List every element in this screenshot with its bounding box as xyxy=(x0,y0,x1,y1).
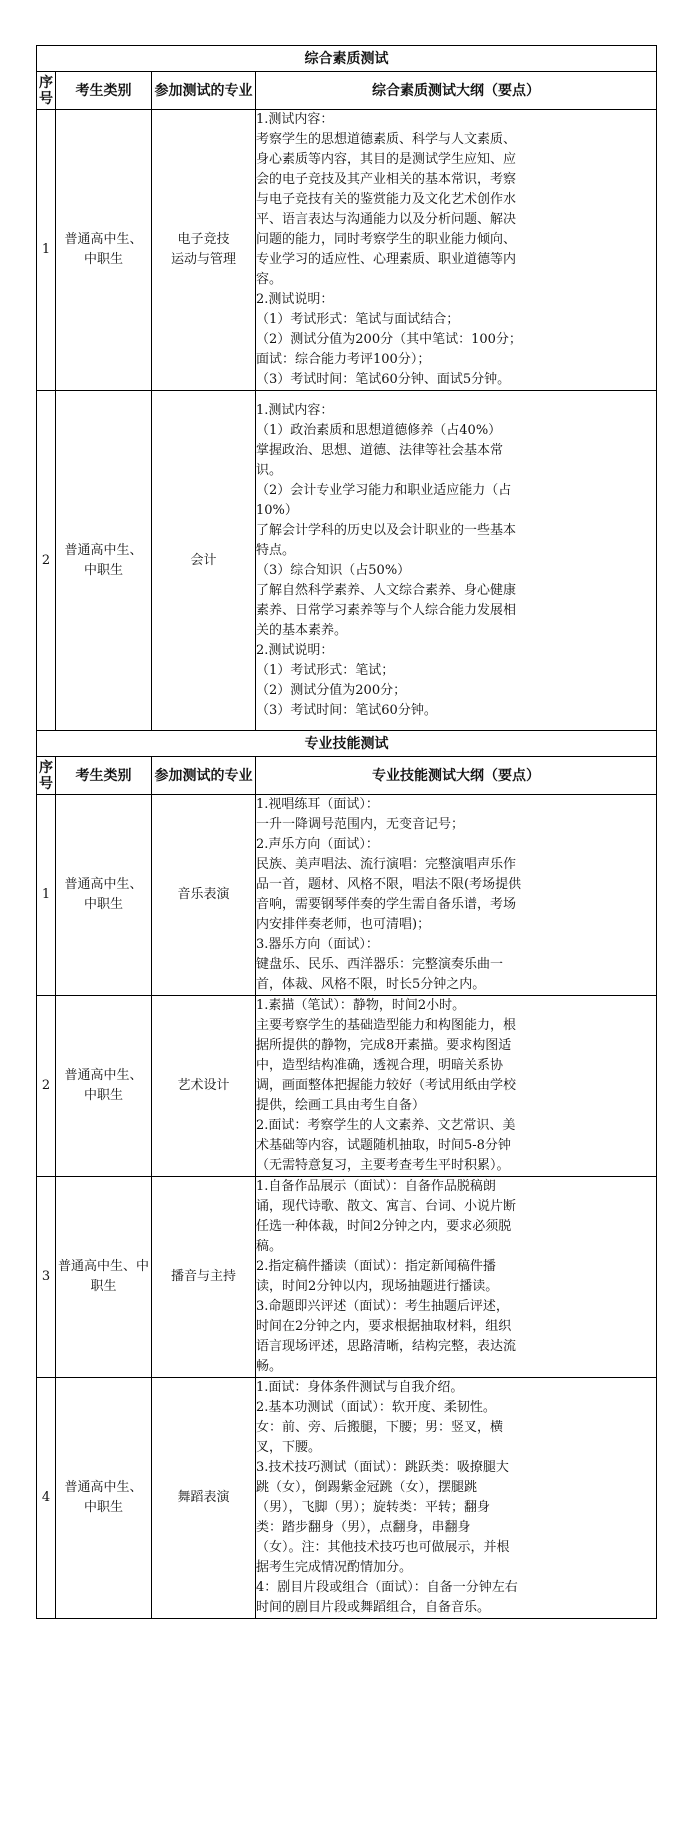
header-serial-char: 序 xyxy=(39,759,53,776)
outline-line: 1.面试：身体条件测试与自我介绍。 xyxy=(256,1380,464,1395)
outline-line: 2.基本功测试（面试）：软开度、柔韧性。 xyxy=(256,1400,496,1415)
outline-line: 面试：综合能力考评100分）； xyxy=(256,352,431,367)
outline-line: （3）综合知识（占50%） xyxy=(256,562,411,578)
outline-line: 身心素质等内容，其目的是测试学生应知、应 xyxy=(256,152,517,167)
outline-line: 时间在2分钟之内，要求根据抽取材料，组织 xyxy=(256,1319,512,1334)
table-row xyxy=(37,1177,657,1378)
row-test-outline xyxy=(256,1378,657,1619)
category-line: 普通高中生、 xyxy=(64,1068,143,1083)
row-test-major xyxy=(152,1177,256,1378)
outline-line: 稿。 xyxy=(256,1239,283,1254)
outline-line: 与电子竞技有关的鉴赏能力及文化艺术创作水 xyxy=(256,192,517,207)
outline-line: 容。 xyxy=(256,272,283,287)
outline-line: 内安排伴奏老师，也可清唱)； xyxy=(256,917,431,932)
category-line: 中职生 xyxy=(83,897,123,912)
outline-line: 1.视唱练耳（面试）： xyxy=(256,797,379,812)
outline-line: 诵，现代诗歌、散文、寓言、台词、小说片断 xyxy=(256,1199,517,1214)
outline-line: 跳（女），倒踢紫金冠跳（女），摆腿跳 xyxy=(256,1480,478,1495)
table-header-row xyxy=(37,757,657,795)
row-test-outline xyxy=(256,1177,657,1378)
outline-line: 4：剧目片段或组合（面试）：自备一分钟左右 xyxy=(256,1580,518,1595)
header-serial-char: 号 xyxy=(39,775,53,792)
category-line: 普通高中生、 xyxy=(64,232,143,247)
table-row xyxy=(37,110,657,391)
outline-line: （1）考试形式：笔试； xyxy=(256,662,395,678)
row-candidate-category xyxy=(56,795,152,996)
outline-line: 据所提供的静物，完成8开素描。要求构图适 xyxy=(256,1038,512,1053)
row-serial-number: 4 xyxy=(37,1378,56,1619)
outline-line: 2.面试：考察学生的人文素养、文艺常识、美 xyxy=(256,1118,516,1133)
outline-line: 1.测试内容： xyxy=(256,402,334,418)
row-test-outline xyxy=(256,110,657,391)
outline-line: 特点。 xyxy=(256,542,296,558)
row-candidate-category xyxy=(56,391,152,731)
row-serial-number: 2 xyxy=(37,391,56,731)
row-serial-number: 2 xyxy=(37,996,56,1177)
table-body xyxy=(37,46,657,1619)
outline-line: 首，体裁、风格不限，时长5分钟之内。 xyxy=(256,977,486,992)
outline-line: 10%） xyxy=(256,502,298,518)
outline-line: （1）考试形式：笔试与面试结合； xyxy=(256,312,460,327)
category-line: 普通高中生、中职生 xyxy=(57,1259,149,1294)
outline-line: 了解会计学科的历史以及会计职业的一些基本 xyxy=(256,522,517,538)
row-candidate-category xyxy=(56,1378,152,1619)
category-line: 中职生 xyxy=(83,252,123,267)
outline-line: （男），飞脚（男）；旋转类：平转；翻身 xyxy=(256,1500,491,1515)
section-title: 专业技能测试 xyxy=(37,731,657,757)
outline-line: 品一首，题材、风格不限，唱法不限(考场提供 xyxy=(256,877,522,892)
outline-line: 一升一降调号范围内，无变音记号； xyxy=(256,817,465,832)
category-line: 普通高中生、 xyxy=(64,1480,143,1495)
outline-line: （无需特意复习，主要考查考生平时积累）。 xyxy=(256,1158,510,1173)
outline-line: 术基础等内容，试题随机抽取，时间5-8分钟 xyxy=(256,1138,511,1153)
header-test-outline: 综合素质测试大纲（要点） xyxy=(256,72,657,110)
outline-line: 语言现场评述，思路清晰，结构完整，表达流 xyxy=(256,1339,517,1354)
outline-line: 2.声乐方向（面试）： xyxy=(256,837,379,852)
outline-line: 了解自然科学素养、人文综合素养、身心健康 xyxy=(256,582,517,598)
outline-line: 任选一种体裁，时间2分钟之内，要求必须脱 xyxy=(256,1219,512,1234)
major-line: 舞蹈表演 xyxy=(177,1490,230,1505)
table-header-row xyxy=(37,72,657,110)
outline-line: 中，造型结构准确，透视合理，明暗关系协 xyxy=(256,1058,504,1073)
header-serial-number xyxy=(37,72,56,110)
row-test-outline xyxy=(256,996,657,1177)
outline-line: 1.素描（笔试）：静物，时间2小时。 xyxy=(256,998,466,1013)
major-line: 音乐表演 xyxy=(177,887,230,902)
outline-line: 平、语言表达与沟通能力以及分析问题、解决 xyxy=(256,212,517,227)
outline-line: 素养、日常学习素养等与个人综合能力发展相 xyxy=(256,602,517,618)
outline-line: 提供，绘画工具由考生自备） xyxy=(256,1098,426,1113)
table-row xyxy=(37,996,657,1177)
outline-line: 3.技术技巧测试（面试）：跳跃类：吸撩腿大 xyxy=(256,1460,509,1475)
row-serial-number: 1 xyxy=(37,795,56,996)
outline-line: （女）。注：其他技术技巧也可做展示，并根 xyxy=(256,1540,510,1555)
outline-line: （2）测试分值为200分； xyxy=(256,682,407,698)
outline-line: （3）考试时间：笔试60分钟。 xyxy=(256,702,437,718)
outline-line: 关的基本素养。 xyxy=(256,622,348,638)
outline-line: 2.测试说明： xyxy=(256,642,334,658)
row-test-major xyxy=(152,110,256,391)
section-title: 综合素质测试 xyxy=(37,46,657,72)
header-test-outline: 专业技能测试大纲（要点） xyxy=(256,757,657,795)
outline-line: 1.测试内容： xyxy=(256,112,334,127)
major-line: 电子竞技 xyxy=(177,232,230,247)
category-line: 中职生 xyxy=(83,1088,123,1103)
outline-line: （3）考试时间：笔试60分钟、面试5分钟。 xyxy=(256,372,511,387)
header-serial-number xyxy=(37,757,56,795)
category-line: 中职生 xyxy=(83,562,123,578)
outline-line: 2.指定稿件播读（面试）：指定新闻稿件播 xyxy=(256,1259,496,1274)
major-line: 播音与主持 xyxy=(170,1269,236,1284)
outline-line: 读，时间2分钟以内，现场抽题进行播读。 xyxy=(256,1279,499,1294)
major-line: 运动与管理 xyxy=(170,252,236,267)
row-candidate-category xyxy=(56,996,152,1177)
outline-line: 识。 xyxy=(256,462,283,478)
major-line: 艺术设计 xyxy=(177,1078,230,1093)
outline-line: 女：前、旁、后搬腿，下腰；男：竖叉，横 xyxy=(256,1420,504,1435)
category-line: 普通高中生、 xyxy=(64,877,143,892)
outline-line: 叉，下腰。 xyxy=(256,1440,322,1455)
header-serial-char: 序 xyxy=(39,74,53,91)
row-serial-number: 1 xyxy=(37,110,56,391)
table-row xyxy=(37,391,657,731)
table-row xyxy=(37,795,657,996)
outline-line: 考察学生的思想道德素质、科学与人文素质、 xyxy=(256,132,517,147)
major-line: 会计 xyxy=(190,552,217,568)
outline-line: 键盘乐、民乐、西洋器乐：完整演奏乐曲一 xyxy=(256,957,504,972)
row-candidate-category xyxy=(56,1177,152,1378)
outline-line: （2）测试分值为200分（其中笔试：100分； xyxy=(256,332,522,347)
table-row xyxy=(37,1378,657,1619)
outline-line: 畅。 xyxy=(256,1359,283,1374)
outline-line: 音响，需要钢琴伴奏的学生需自备乐谱，考场 xyxy=(256,897,517,912)
outline-line: 类：踏步翻身（男），点翻身，串翻身 xyxy=(256,1520,471,1535)
row-test-major xyxy=(152,795,256,996)
outline-line: 会的电子竞技及其产业相关的基本常识，考察 xyxy=(256,172,517,187)
outline-line: 主要考察学生的基础造型能力和构图能力，根 xyxy=(256,1018,517,1033)
row-candidate-category xyxy=(56,110,152,391)
row-serial-number: 3 xyxy=(37,1177,56,1378)
admission-test-table xyxy=(36,45,657,1619)
outline-line: 专业学习的适应性、心理素质、职业道德等内 xyxy=(256,252,517,267)
outline-line: 2.测试说明： xyxy=(256,292,334,307)
section-title-row xyxy=(37,46,657,72)
outline-line: 掌握政治、思想、道德、法律等社会基本常 xyxy=(256,442,504,458)
outline-line: 3.器乐方向（面试）： xyxy=(256,937,379,952)
outline-line: 调，画面整体把握能力较好（考试用纸由学校 xyxy=(256,1078,517,1093)
header-candidate-category: 考生类别 xyxy=(56,72,152,110)
header-candidate-category: 考生类别 xyxy=(56,757,152,795)
row-test-major xyxy=(152,1378,256,1619)
row-test-outline xyxy=(256,795,657,996)
section-title-row xyxy=(37,731,657,757)
row-test-major xyxy=(152,391,256,731)
outline-line: 问题的能力，同时考察学生的职业能力倾向、 xyxy=(256,232,517,247)
category-line: 普通高中生、 xyxy=(64,542,143,558)
row-test-outline xyxy=(256,391,657,731)
outline-line: （1）政治素质和思想道德修养（占40%） xyxy=(256,422,502,438)
header-serial-char: 号 xyxy=(39,90,53,107)
outline-line: 民族、美声唱法、流行演唱：完整演唱声乐作 xyxy=(256,857,517,872)
row-test-major xyxy=(152,996,256,1177)
header-test-major: 参加测试的专业 xyxy=(152,757,256,795)
header-test-major: 参加测试的专业 xyxy=(152,72,256,110)
outline-line: （2）会计专业学习能力和职业适应能力（占 xyxy=(256,482,512,498)
outline-line: 据考生完成情况酌情加分。 xyxy=(256,1560,413,1575)
outline-line: 3.命题即兴评述（面试）：考生抽题后评述， xyxy=(256,1299,509,1314)
category-line: 中职生 xyxy=(83,1500,123,1515)
outline-line: 时间的剧目片段或舞蹈组合，自备音乐。 xyxy=(256,1600,491,1615)
outline-line: 1.自备作品展示（面试）：自备作品脱稿朗 xyxy=(256,1179,496,1194)
